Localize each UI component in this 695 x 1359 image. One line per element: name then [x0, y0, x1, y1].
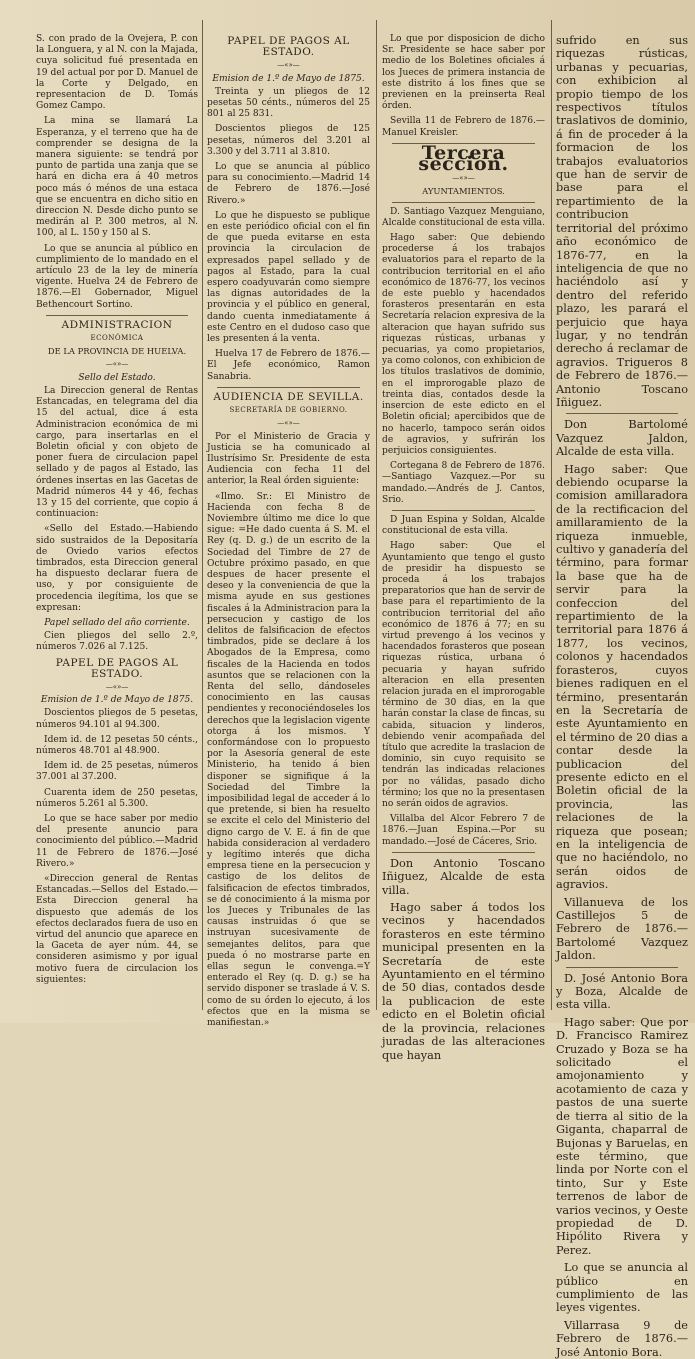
section-heading: AYUNTAMIENTOS. [422, 186, 505, 197]
paragraph: D. José Antonio Bora y Boza, Alcalde de esta villa. [556, 971, 688, 1012]
separator [566, 967, 678, 968]
paragraph: Villarrasa 9 de Febrero de 1876.—José Antonio Bora. [556, 1318, 688, 1359]
column-4 [556, 34, 688, 1359]
paragraph: Huelva 17 de Febrero de 1876.—El Jefe económico, Ramon Sanabria. [207, 349, 370, 382]
paragraph: S. con prado de la Ovejera, P. con la Longuera, y al N. con la Majada, cuya solicitud fué presentada en 19 del actual por por D. Manuel de la Corte y Delgado, en representacion de D. Tomás Gomez Campo. [36, 34, 198, 112]
ornament: —«»— [277, 61, 300, 70]
paragraph: Idem id. de 25 pesetas, números 37.001 al 37.200. [36, 761, 198, 783]
paragraph: Don Bartolomé Vazquez Jaldon, Alcalde de esta villa. [556, 418, 688, 459]
column-rule [202, 20, 203, 1010]
column-rule [551, 20, 552, 1010]
paragraph: sufrido en sus riquezas rústicas, urbanas y pecuarias, con exhibicion al propio tiempo de los respectivos títulos traslativos de dominio, á fin de proceder á la formacion de los trabajos evaluatorios que han de servir de base para el repartimiento de la contribucion territorial del próximo año económico de 1876-77, en la inteligencia de que no haciéndolo así y dentro del referido plazo, les parará el perjuicio que haya lugar, y no tendrán derecho á reclamar de agravios. Trigueros 8 de Febrero de 1876.—Antonio Toscano Iñiguez. [556, 34, 688, 409]
column-1 [36, 34, 198, 1014]
separator [392, 202, 535, 203]
paragraph: D. Santiago Vazquez Menguiano, Alcalde constitucional de esta villa. [382, 206, 545, 228]
paragraph: D Juan Espina y Soldan, Alcalde constitucional de esta villa. [382, 514, 545, 537]
paragraph: Lo que por disposicion de dicho Sr. Presidente se hace saber por medio de los Boletines oficiales á los Jueces de primera instancia de este distrito á los fines que se previenen en la preinserta Real órden. [382, 34, 545, 112]
separator [392, 510, 535, 511]
paragraph: Lo que se anuncia al público para su conocimiento.—Madrid 14 de Febrero de 1876.—José Rivero.» [207, 162, 370, 206]
paragraph: Hago saber: Que por D. Francisco Ramirez Cruzado y Boza se ha solicitado el amojonamiento y acotamiento de caza y pastos de una suerte de tierra al sitio de la Giganta, chaparral de Bujonas y Baruelas, en este término, que linda por Norte con el tinto, Sur y Este terrenos de labor de varios vecinos, y Oeste propiedad de D. Hipólito Rivera y Perez. [556, 1015, 688, 1257]
separator [46, 315, 188, 316]
paragraph: Hago saber: Que debiendo ocuparse la comision amillaradora de la rectificacion del amillaramiento de la riqueza inmueble, cultivo y ganadería del término, para formar la base que ha de servir para la confeccion del repartimiento de la territorial para 1876 á 1877, los vecinos, colonos y hacendados forasteros, cuyos bienes radiquen en el término, presentarán en la Secretaría de este Ayuntamiento en el término de 20 dias a contar desde la publicacion del presente edicto en el Boletin oficial de la provincia, las relaciones de la riqueza que posean; en la inteligencia de que no haciéndolo, no serán oidos de agravios. [556, 462, 688, 892]
paragraph: Cien pliegos del sello 2.º, números 7.026 al 7.125. [36, 631, 198, 653]
paragraph: Lo que se anuncia al público en cumplimiento de las leyes vigentes. [556, 1261, 688, 1315]
section-subheading: DE LA PROVINCIA DE HUELVA. [47, 346, 187, 357]
paragraph: Lo que se anuncia al público en cumplimiento de lo mandado en el artículo 23 de la ley de minería vigente. Huelva 24 de Febrero de 1876.—El Gobernador, Miguel Bethencourt Sortino. [36, 243, 198, 310]
article-title: Emision de 1.º de Mayo de 1875. [40, 695, 194, 706]
column-3 [382, 34, 545, 1062]
column-rule [376, 20, 377, 1010]
ornament: —«»— [452, 174, 475, 183]
paragraph: Treinta y un pliegos de 12 pesetas 50 cénts., números del 25 801 al 25 831. [207, 86, 370, 120]
paragraph: La Direccion general de Rentas Estancadas, en telegrama del dia 15 del actual, dice á esta Administracion económica de mi cargo, para insertarlas en el Boletin oficial y con objeto de poner fuera de circulacion papel sellado y de pagos al Estado, las órdenes insertas en las Gacetas de Madrid números 44 y 46, fechas 13 y 15 del corriente, que copio á continuacion: [36, 385, 198, 520]
article-title: Papel sellado del año corriente. [44, 617, 190, 628]
paragraph: Villalba del Alcor Febrero 7 de 1876.—Juan Espina.—Por su mandado.—José de Cáceres, Srio. [382, 814, 545, 847]
paragraph: La mina se llamará La Esperanza, y el terreno que ha de comprender se designa de la manera siguiente: se tendrá por punto de partida una zanja que se hará en dicha era á 40 metros poco más ó ménos de una estaca que se encuentra en dicho sitio en direccion N. Desde dicho punto se medirán al P. 300 metros, al N. 100, al L. 150 y 150 al S. [36, 116, 198, 239]
separator [217, 387, 360, 388]
paragraph: «Sello del Estado.—Habiendo sido sustraidos de la Depositaría de Oviedo varios efectos timbrados, esta Direccion general ha dispuesto declarar fuera de uso, y por consiguiente de procedencia ilegítima, los que se expresan: [36, 524, 198, 613]
paragraph: Idem id. de 12 pesetas 50 cénts., números 48.701 al 48.900. [36, 734, 198, 756]
section-title: Tercera seccion. [418, 141, 509, 176]
paragraph: Don Antonio Toscano Iñiguez, Alcalde de esta villa. [382, 856, 545, 897]
paragraph: Hago saber: Que el Ayuntamiento que tengo el gusto de presidir ha dispuesto se proceda á los trabajos preparatorios que han de servir de base para el repartimiento de la contribucion territorial del año económico de 1876 á 77; en su virtud prevengo á los vecinos y hacendados forasteros que posean riquezas rústica, urbana ó pecuaria y hayan sufrido alteracion en ella presenten relacion jurada en el improrogable término de 30 dias, en la que harán constar la clase de fincas, su cabida, situacion y linderos, debiendo venir acompañada del título que acredite la traslacion de dominio, sin cuyo requisito se tendrán las indicadas relaciones por no válidas, pasado dicho término; los que no la presentasen no serán oidos de agravios. [382, 541, 545, 809]
paragraph: Hago saber á todos los vecinos y hacendados forasteros en este término municipal presenten en la Secretaría de este Ayuntamiento en el término de 50 dias, contados desde la publicacion de este edicto en el Boletin oficial de la provincia, relaciones juradas de las alteraciones que hayan [382, 901, 545, 1062]
ornament: —«»— [277, 419, 300, 428]
paragraph: Sevilla 11 de Febrero de 1876.—Manuel Kreisler. [382, 116, 545, 138]
separator [392, 852, 535, 853]
paragraph: Cortegana 8 de Febrero de 1876.—Santiago Vazquez.—Por su mandado.—Andrés de J. Cantos, Srio. [382, 461, 545, 505]
paragraph: Lo que se hace saber por medio del presente anuncio para conocimiento del público.—Madrid 11 de Febrero de 1876.—José Rivero.» [36, 814, 198, 869]
paragraph: Por el Ministerio de Gracia y Justicia se ha comunicado al Ilustrísimo Sr. Presidente de esta Audiencia con fecha 11 del anterior, la Real órden siguiente: [207, 431, 370, 487]
paragraph: Lo que he dispuesto se publique en este periódico oficial con el fin de que pueda evitarse en esta provincia la circulacion de expresados papel sellado y de pagos al Estado, para la cual espero coadyuvarán como siempre las dignas autoridades de la provincia y el público en general, dando cuenta inmediatamente á este Centro en el dudoso caso que les presenten á la venta. [207, 210, 370, 345]
paragraph: Hago saber: Que debiendo procederse á los trabajos evaluatorios para el reparto de la contribucion territorial en el año económico de 1876-77, los vecinos de este pueblo y hacendados forasteros presentarán en esta Secretaría relacion expresiva de la alteracion que hayan sufrido sus riquezas rústicas, urbanas y pecuarias, ya como propietarios, ya como colonos, con exhibicion de los títulos traslativos de dominio, en el improrogable plazo de treinta dias, contados desde la insercion de este edicto en el Boletin oficial; apercibidos que de no hacerlo, tampoco serán oidos de agravios, y sufrirán los perjuicios consiguientes. [382, 233, 545, 456]
paragraph: «Direccion general de Rentas Estancadas.—Sellos del Estado.—Esta Direccion general ha dispuesto que además de los efectos declarados fuera de uso en virtud del anuncio que aparece en la Gaceta de ayer núm. 44, se consideren asimismo y por igual motivo fuera de circulacion los siguientes: [36, 874, 198, 985]
column-2 [207, 34, 370, 1029]
paragraph: Cuarenta idem de 250 pesetas, números 5.261 al 5.300. [36, 787, 198, 809]
article-title: Sello del Estado. [78, 372, 156, 383]
paragraph: «Ilmo. Sr.: El Ministro de Hacienda con fecha 8 de Noviembre último me dice lo que sigue: =He dado cuenta á S. M. el Rey (q. D. g.) de un escrito de la Sociedad del Timbre de 27 de Octubre próximo pasado, en que despues de hacer presente el deseo y la conveniencia de que la misma ayude en sus gestiones fiscales á la Administracion para la persecucion y castigo de los delitos de falsificacion de efectos timbrados, pide se declare á los Abogados de la Empresa, como fiscales de la Hacienda en todos asuntos que se relacionen con la Renta del sello, dándoseles conocimiento en las causas pendientes y reconociéndoseles los derechos que la legislacion vigente otorga á los mismos. Y conformándose con lo propuesto por la Asesoría general de este Ministerio, ha tenido á bien disponer se signifique á la Sociedad del Timbre la imposibilidad legal de acceder á lo que pretende, si bien ha resuelto se excite el celo del Ministerio del digno cargo de V. E. á fin de que habida consideracion al verdadero y legítimo interés que dicha empresa tiene en la persecucion y castigo de los delitos de falsificacion de efectos timbrados, se dé conocimiento á la misma por los Jueces y Tribunales de las causas instruidas ó que se instruyan sucesivamente de semejantes delitos, para que pueda ó no mostrarse parte en ellas segun le convenga.=Y enterado el Rey (q. D. g.) se ha servido disponer se traslade á V. S. como de su órden lo ejecuto, á los efectos que en la misma se manifiestan.» [207, 491, 370, 1029]
section-heading: PAPEL DE PAGOS AL ESTADO. [55, 656, 179, 680]
paragraph: Doscientos pliegos de 125 pesetas, números del 3.201 al 3.300 y del 3.711 al 3.810. [207, 124, 370, 157]
ornament: —«»— [105, 682, 129, 691]
paragraph: Villanueva de los Castillejos 5 de Febrero de 1876.—Bartolomé Vazquez Jaldon. [556, 895, 688, 963]
separator [566, 413, 678, 414]
ornament: —«»— [105, 360, 129, 369]
section-heading: PAPEL DE PAGOS AL ESTADO. [227, 35, 350, 59]
paragraph: Doscientos pliegos de 5 pesetas, números 94.101 al 94.300. [36, 708, 198, 730]
section-subheading: ECONÓMICA [90, 334, 144, 343]
section-heading: AUDIENCIA DE SEVILLA. [213, 390, 364, 403]
section-subheading: SECRETARÍA DE GOBIERNO. [229, 406, 348, 415]
section-heading: ADMINISTRACION [61, 318, 173, 331]
article-title: Emision de 1.º de Mayo de 1875. [212, 73, 365, 84]
